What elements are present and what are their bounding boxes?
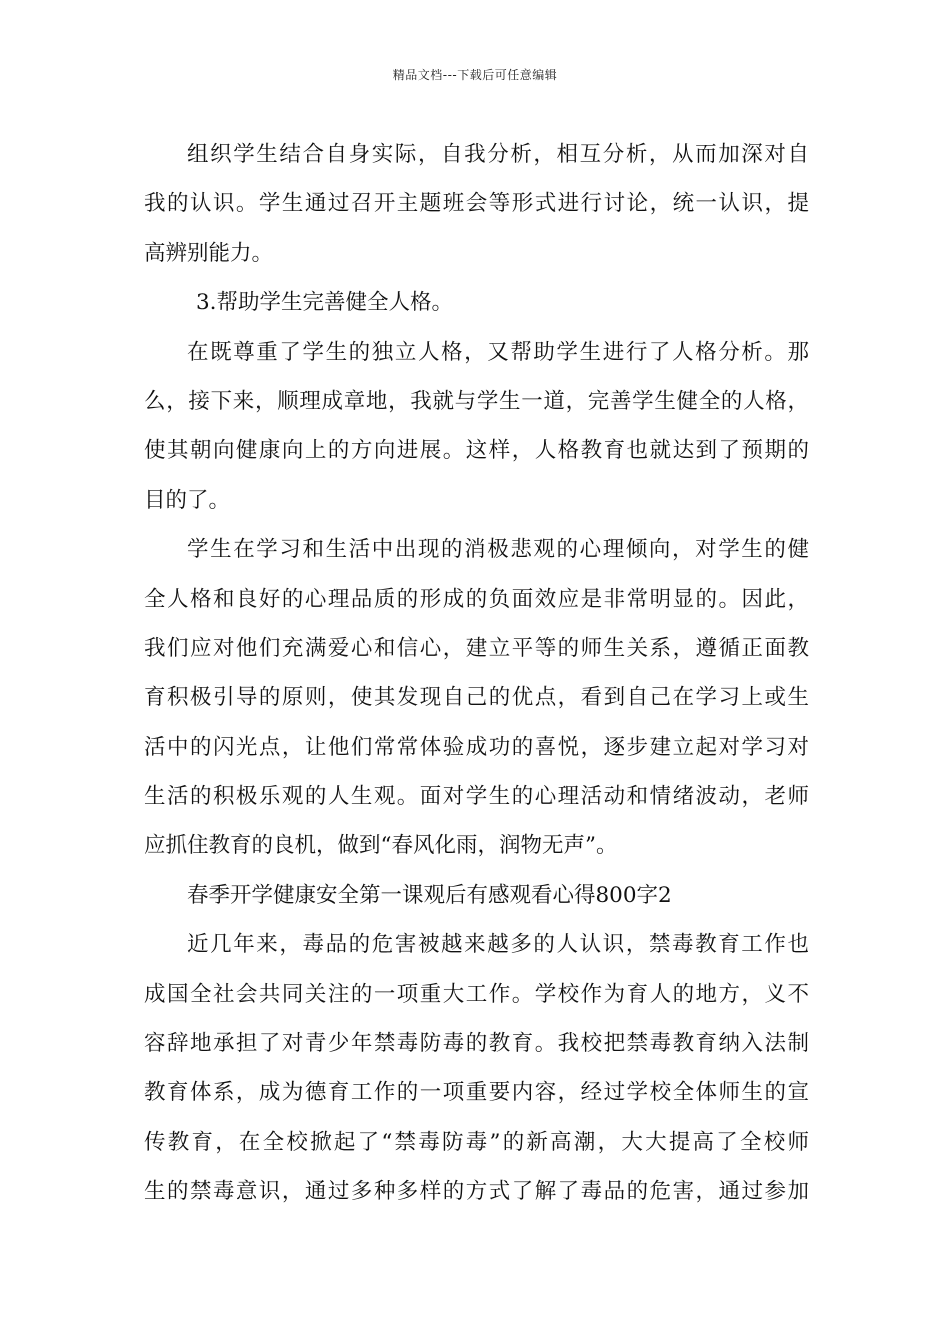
paragraph-line: 成国全社会共同关注的一项重大工作。学校作为育人的地方，义不: [144, 981, 809, 1007]
paragraph-line: 我们应对他们充满爱心和信心，建立平等的师生关系，遵循正面教: [144, 635, 809, 661]
paragraph-line: 学生在学习和生活中出现的消极悲观的心理倾向，对学生的健: [187, 537, 809, 563]
paragraph-line: 应抓住教育的良机，做到“春风化雨，润物无声”。: [144, 833, 618, 859]
section-title: 春季开学健康安全第一课观后有感观看心得800字2: [187, 882, 672, 908]
paragraph-line: 全人格和良好的心理品质的形成的负面效应是非常明显的。因此，: [144, 586, 809, 612]
paragraph-line: 我的认识。学生通过召开主题班会等形式进行讨论，统一认识，提: [144, 191, 809, 217]
paragraph-line: 传教育，在全校掀起了“禁毒防毒”的新高潮，大大提高了全校师: [144, 1129, 809, 1155]
paragraph-line: 育积极引导的原则，使其发现自己的优点，看到自己在学习上或生: [144, 685, 809, 711]
document-body: [144, 130, 809, 1217]
paragraph-line: 组织学生结合自身实际，自我分析，相互分析，从而加深对自: [187, 142, 809, 167]
paragraph-line: 使其朝向健康向上的方向进展。这样，人格教育也就达到了预期的: [144, 438, 809, 464]
paragraph-line: 生活的积极乐观的人生观。面对学生的心理活动和情绪波动，老师: [144, 784, 809, 810]
paragraph-line: 么，接下来，顺理成章地，我就与学生一道，完善学生健全的人格，: [144, 388, 809, 414]
paragraph-line: 教育体系，成为德育工作的一项重要内容，经过学校全体师生的宣: [144, 1080, 809, 1106]
paragraph-line: 近几年来，毒品的危害被越来越多的人认识，禁毒教育工作也: [187, 932, 809, 958]
page-header: 精品文档---下载后可任意编辑: [392, 68, 558, 82]
paragraph-line: 高辨别能力。: [144, 240, 274, 266]
paragraph-line: 活中的闪光点，让他们常常体验成功的喜悦，逐步建立起对学习对: [144, 734, 809, 760]
paragraph-line: 目的了。: [144, 487, 231, 513]
paragraph-line: 在既尊重了学生的独立人格，又帮助学生进行了人格分析。那: [187, 339, 809, 365]
section-heading: 3.帮助学生完善健全人格。: [196, 290, 454, 316]
paragraph-line: 容辞地承担了对青少年禁毒防毒的教育。我校把禁毒教育纳入法制: [144, 1031, 809, 1057]
paragraph-line: 生的禁毒意识，通过多种多样的方式了解了毒品的危害，通过参加: [144, 1179, 809, 1205]
